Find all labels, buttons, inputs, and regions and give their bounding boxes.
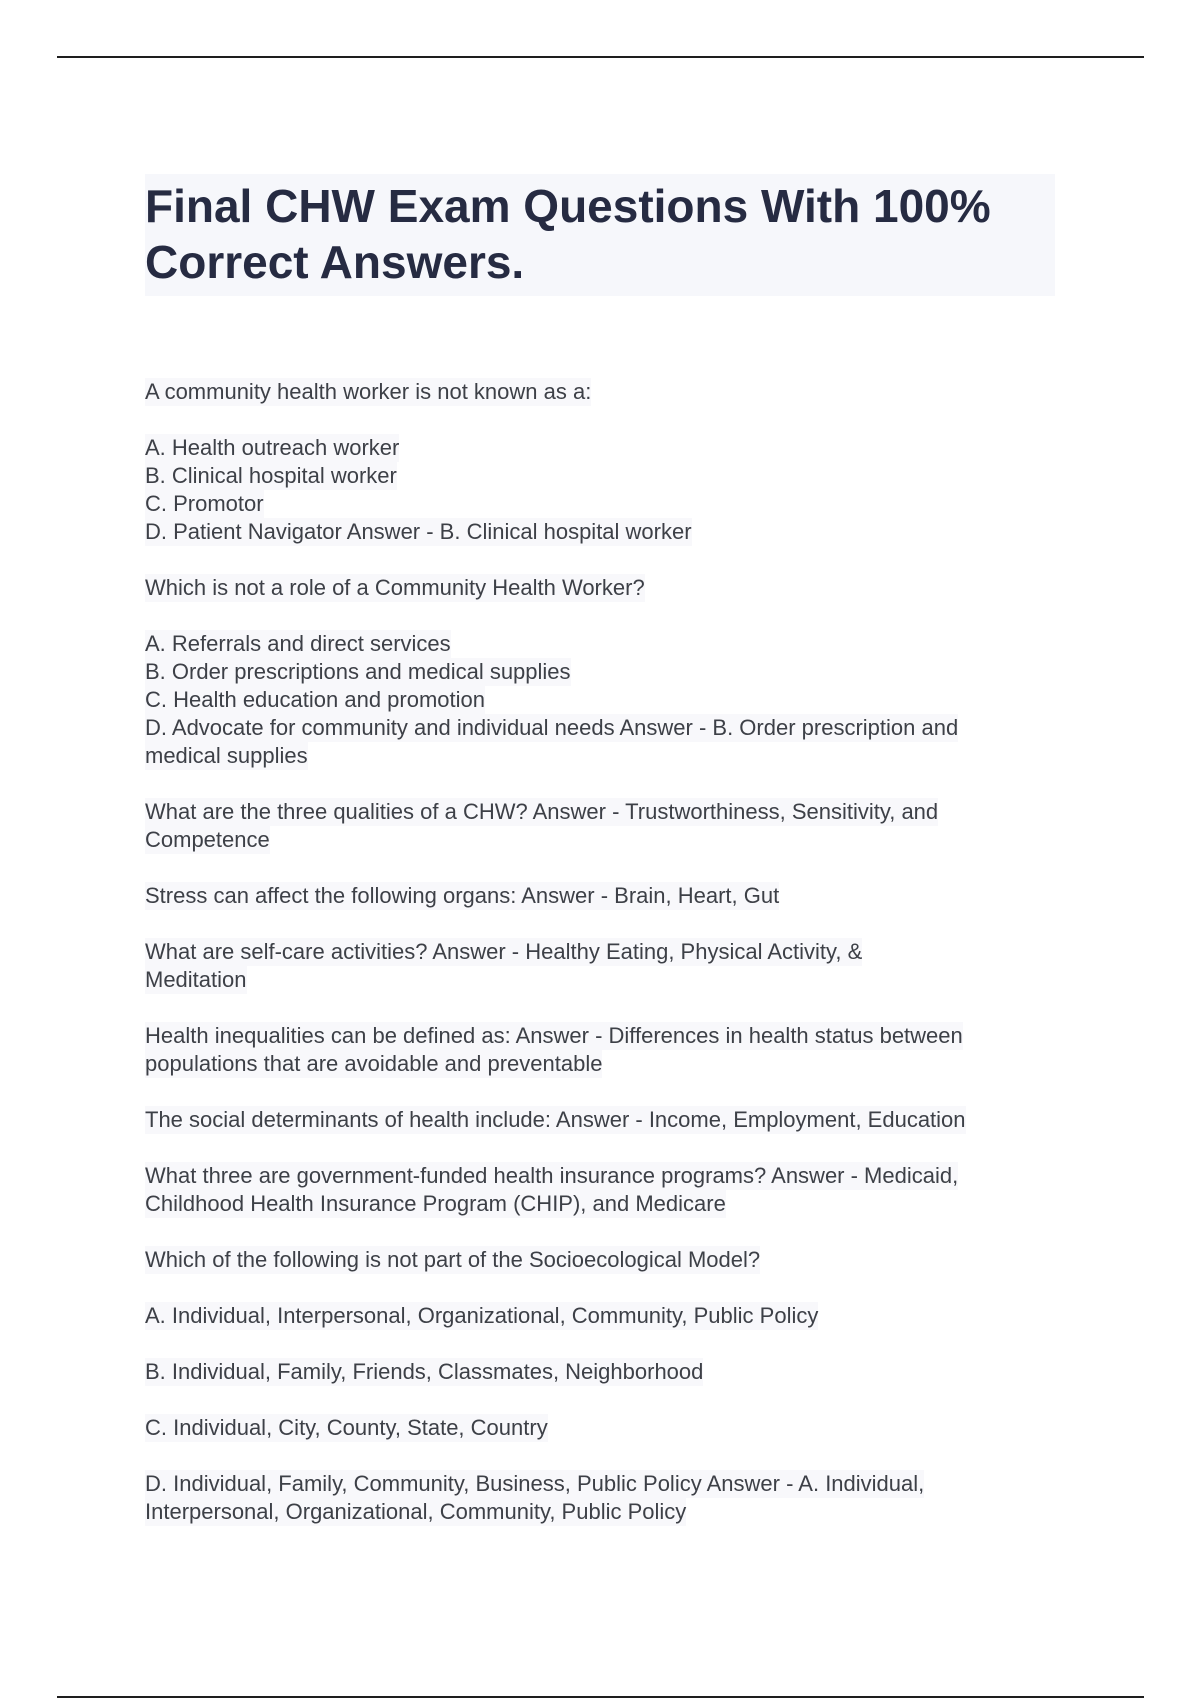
text-line: Meditation — [145, 967, 247, 992]
text-line: What are self-care activities? Answer - Healthy Eating, Physical Activity, & — [145, 939, 863, 964]
text-line: D. Advocate for community and individual needs Answer - B. Order prescription and — [145, 715, 959, 740]
text-line: C. Promotor — [145, 491, 264, 516]
text-line: A. Health outreach worker — [145, 435, 400, 460]
document-body — [145, 378, 1055, 1526]
text-line: medical supplies — [145, 743, 308, 768]
text-line: D. Individual, Family, Community, Business, Public Policy Answer - A. Individual, — [145, 1471, 925, 1496]
document-content — [145, 174, 1055, 1554]
text-line: What three are government-funded health insurance programs? Answer - Medicaid, — [145, 1163, 959, 1188]
text-line: Which of the following is not part of the Socioecological Model? — [145, 1247, 761, 1272]
text-block — [145, 882, 1055, 910]
text-line: populations that are avoidable and preventable — [145, 1051, 603, 1076]
text-block — [145, 378, 1055, 406]
text-block — [145, 574, 1055, 602]
text-block — [145, 1414, 1055, 1442]
text-line: What are the three qualities of a CHW? Answer - Trustworthiness, Sensitivity, and — [145, 799, 939, 824]
text-line: B. Individual, Family, Friends, Classmates, Neighborhood — [145, 1359, 704, 1384]
text-block — [145, 938, 1055, 994]
text-line: D. Patient Navigator Answer - B. Clinical hospital worker — [145, 519, 692, 544]
text-block — [145, 1106, 1055, 1134]
text-line: B. Clinical hospital worker — [145, 463, 397, 488]
text-line: C. Health education and promotion — [145, 687, 485, 712]
text-block — [145, 1246, 1055, 1274]
text-line: A. Referrals and direct services — [145, 631, 451, 656]
text-block — [145, 798, 1055, 854]
text-block — [145, 1162, 1055, 1218]
bottom-rule — [57, 1696, 1144, 1698]
text-line: Childhood Health Insurance Program (CHIP), and Medicare — [145, 1191, 726, 1216]
text-line: Interpersonal, Organizational, Community, Public Policy — [145, 1499, 687, 1524]
text-line: Competence — [145, 827, 270, 852]
text-line: B. Order prescriptions and medical supplies — [145, 659, 571, 684]
text-line: Stress can affect the following organs: Answer - Brain, Heart, Gut — [145, 883, 780, 908]
text-line: C. Individual, City, County, State, Country — [145, 1415, 548, 1440]
text-block — [145, 1470, 1055, 1526]
text-block — [145, 1358, 1055, 1386]
text-line: A. Individual, Interpersonal, Organizational, Community, Public Policy — [145, 1303, 819, 1328]
top-rule — [57, 56, 1144, 58]
text-line: The social determinants of health include: Answer - Income, Employment, Education — [145, 1107, 966, 1132]
text-line: Which is not a role of a Community Health Worker? — [145, 575, 645, 600]
document-title: Final CHW Exam Questions With 100% Correct Answers. — [145, 174, 1055, 296]
text-line: Health inequalities can be defined as: Answer - Differences in health status between — [145, 1023, 963, 1048]
text-block — [145, 1302, 1055, 1330]
text-block — [145, 434, 1055, 546]
text-block — [145, 630, 1055, 770]
text-block — [145, 1022, 1055, 1078]
text-line: A community health worker is not known as a: — [145, 379, 592, 404]
